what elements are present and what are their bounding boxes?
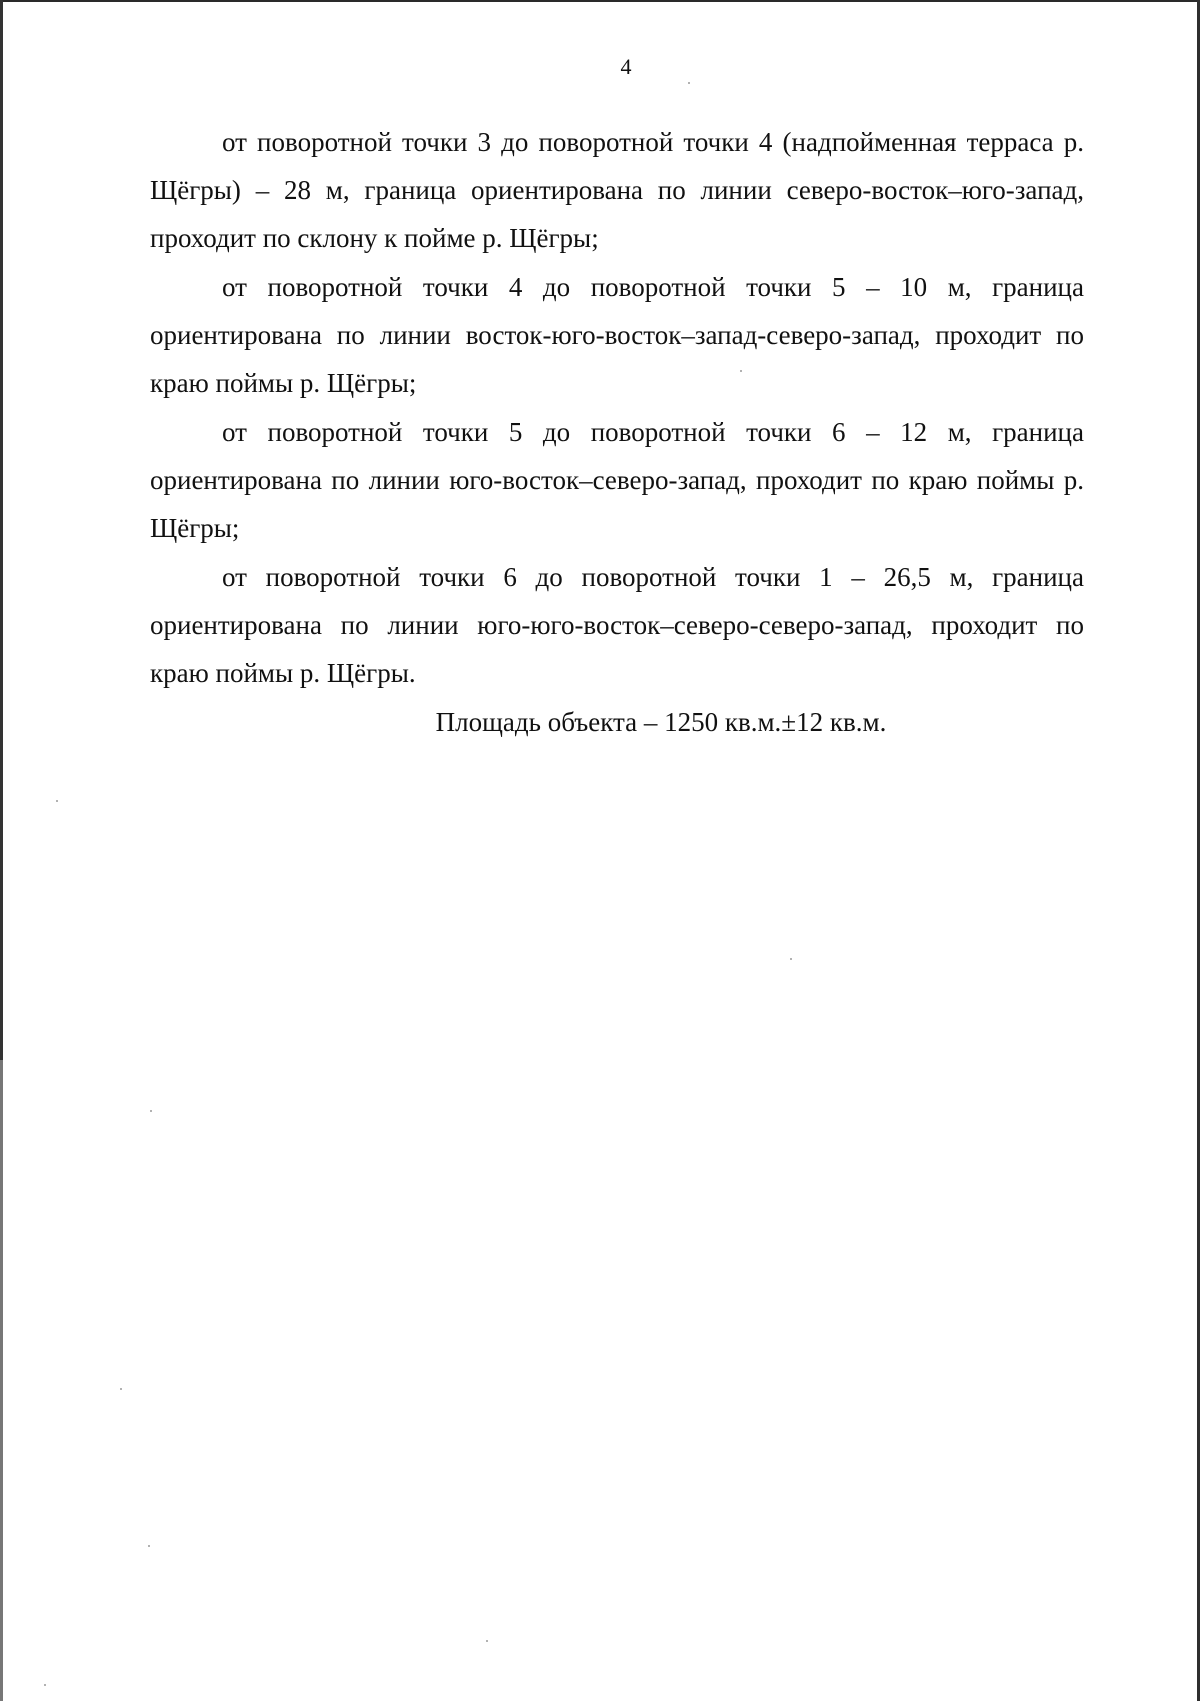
paragraph-segment-4-5: от поворотной точки 4 до поворотной точки 5 – 10 м, граница ориентирована по линии восток-юго-восток–запад-северо-запад, проходит по краю поймы р. Щёгры; xyxy=(150,272,1084,398)
scan-speck xyxy=(486,1640,488,1642)
document-body xyxy=(150,118,1084,746)
scan-speck xyxy=(120,1388,122,1390)
scan-edge-left xyxy=(0,0,3,1701)
scan-speck xyxy=(44,1684,46,1686)
paragraph-segment-5-6: от поворотной точки 5 до поворотной точки 6 – 12 м, граница ориентирована по линии юго-восток–северо-запад, проходит по краю поймы р. Щёгры; xyxy=(150,417,1084,543)
scan-speck xyxy=(688,82,690,84)
object-area: Площадь объекта – 1250 кв.м.±12 кв.м. xyxy=(435,707,887,737)
scan-speck xyxy=(148,1545,150,1547)
page-number: 4 xyxy=(620,54,632,79)
scan-speck xyxy=(56,800,58,802)
paragraph-segment-6-1: от поворотной точки 6 до поворотной точки 1 – 26,5 м, граница ориентирована по линии юго-юго-восток–северо-северо-запад, проходит по краю поймы р. Щёгры. xyxy=(150,562,1084,688)
paragraph-segment-3-4: от поворотной точки 3 до поворотной точки 4 (надпойменная терраса р. Щёгры) – 28 м, граница ориентирована по линии северо-восток–юго-запад, проходит по склону к пойме р. Щёгры; xyxy=(150,127,1084,253)
scan-edge-top xyxy=(0,0,1200,2)
scan-speck xyxy=(150,1110,152,1112)
scan-speck xyxy=(790,958,792,960)
